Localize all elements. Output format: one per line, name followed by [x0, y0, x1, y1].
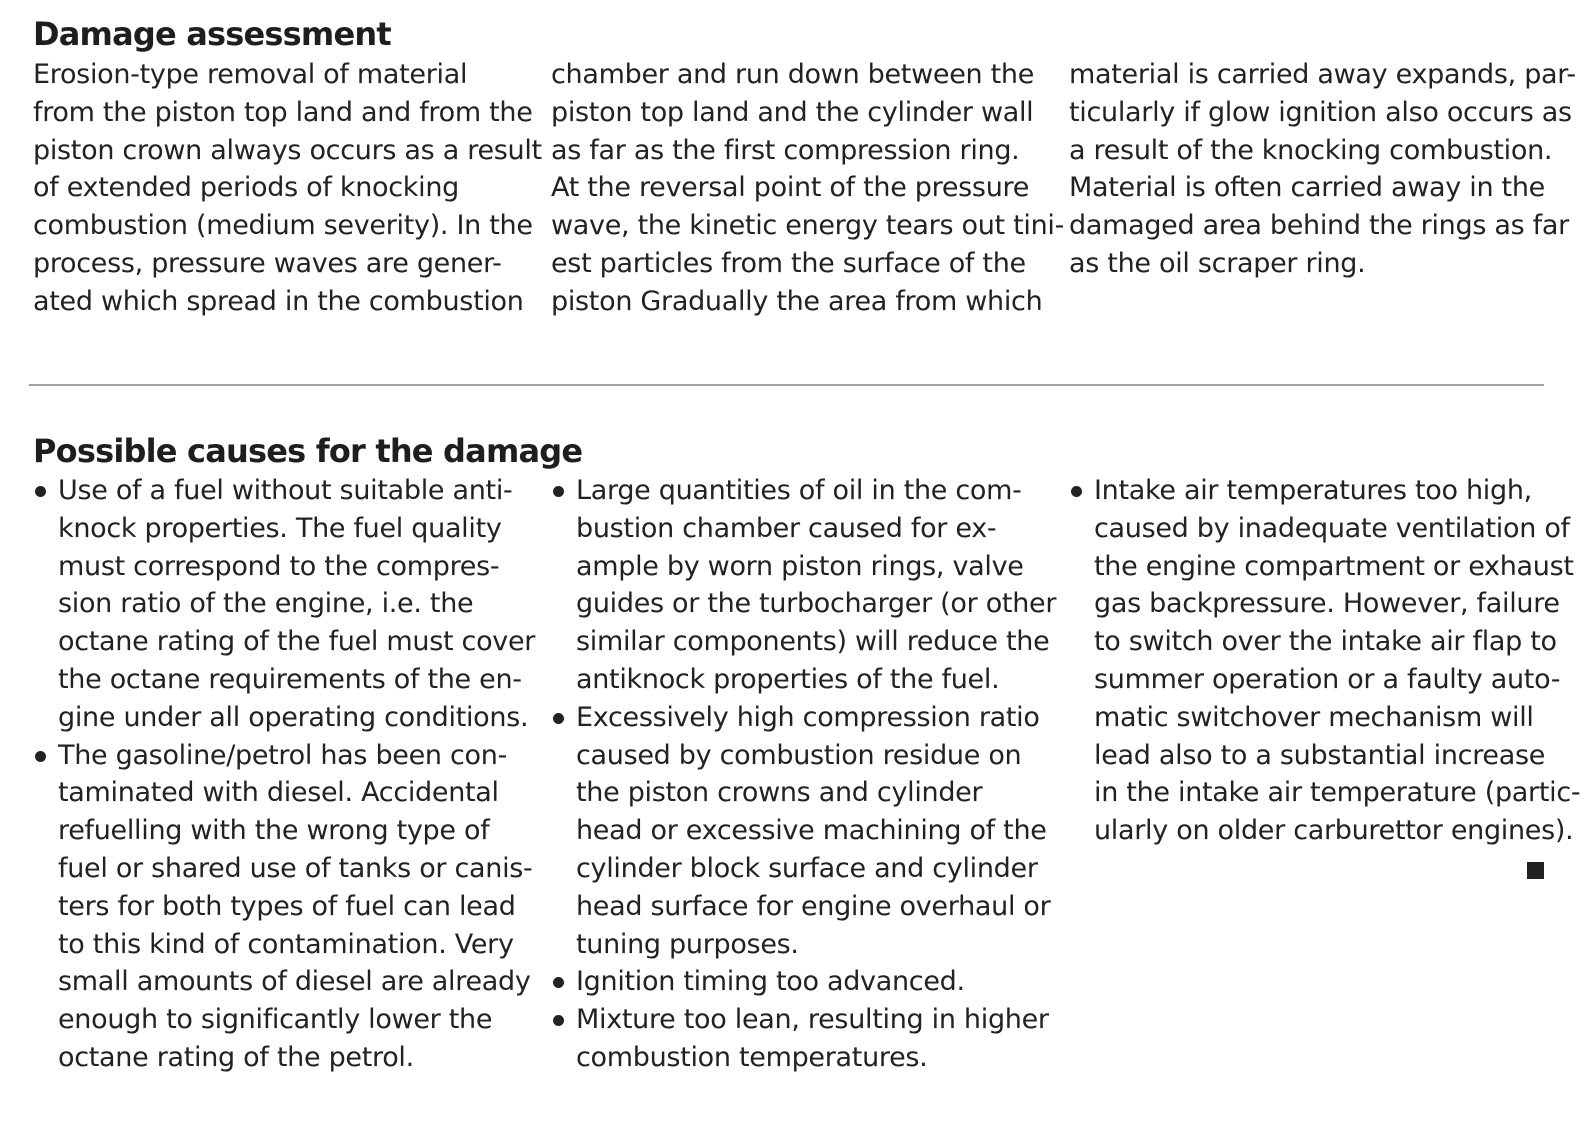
assessment-text-line: combustion (medium severity). In the — [33, 210, 533, 242]
assessment-text-line: est particles from the surface of the — [551, 248, 1026, 279]
assessment-text-line: ticularly if glow ignition also occurs as — [1069, 96, 1572, 128]
possible-causes-heading: Possible causes for the damage — [33, 432, 583, 470]
bullet-icon — [1071, 486, 1082, 497]
cause-text-line: summer operation or a faulty auto- — [1094, 664, 1561, 695]
cause-text-line: similar components) will reduce the — [576, 626, 1050, 658]
cause-text-line: knock properties. The fuel quality — [58, 512, 502, 544]
assessment-text-line: from the piston top land and from the — [33, 96, 533, 128]
end-of-section-marker — [1527, 862, 1544, 879]
cause-text-line: the piston crowns and cylinder — [576, 777, 983, 809]
cause-text-line: ularly on older carburettor engines). — [1094, 815, 1574, 847]
cause-text-line: caused by combustion residue on — [576, 739, 1022, 771]
bullet-icon — [553, 1015, 564, 1026]
assessment-text-line: process, pressure waves are gener- — [33, 248, 502, 279]
cause-text-line: cylinder block surface and cylinder — [576, 853, 1038, 884]
cause-text-line: gas backpressure. However, failure — [1094, 588, 1560, 620]
cause-text-line: in the intake air temperature (partic- — [1094, 777, 1581, 809]
assessment-text-line: of extended periods of knocking — [33, 172, 459, 204]
cause-text-line: octane rating of the petrol. — [58, 1042, 414, 1073]
cause-text-line: the engine compartment or exhaust — [1094, 550, 1574, 582]
assessment-text-line: piston top land and the cylinder wall — [551, 96, 1034, 128]
cause-text-line: taminated with diesel. Accidental — [58, 777, 499, 809]
cause-text-line: must correspond to the compres- — [58, 550, 500, 582]
cause-text-line: fuel or shared use of tanks or canis- — [58, 853, 533, 884]
bullet-icon — [553, 713, 564, 724]
assessment-text-line: a result of the knocking combustion. — [1069, 134, 1553, 166]
cause-text-line: enough to significantly lower the — [58, 1004, 493, 1036]
cause-text-line: refuelling with the wrong type of — [58, 815, 490, 847]
assessment-text-line: Material is often carried away in the — [1069, 172, 1545, 204]
cause-text-line: Ignition timing too advanced. — [576, 966, 965, 998]
section-divider — [29, 384, 1544, 386]
bullet-icon — [553, 977, 564, 988]
cause-text-line: sion ratio of the engine, i.e. the — [58, 588, 474, 620]
damage-assessment-heading: Damage assessment — [33, 15, 391, 53]
bullet-icon — [35, 751, 46, 762]
assessment-text-line: wave, the kinetic energy tears out tini- — [551, 210, 1065, 242]
assessment-text-line: At the reversal point of the pressure — [551, 172, 1030, 204]
bullet-icon — [553, 486, 564, 497]
assessment-text-line: Erosion-type removal of material — [33, 59, 468, 90]
cause-text-line: combustion temperatures. — [576, 1042, 928, 1073]
assessment-text-line: chamber and run down between the — [551, 59, 1035, 90]
cause-text-line: lead also to a substantial increase — [1094, 739, 1546, 771]
assessment-text-line: damaged area behind the rings as far — [1069, 210, 1569, 242]
cause-text-line: Large quantities of oil in the com- — [576, 475, 1022, 506]
cause-text-line: to this kind of contamination. Very — [58, 928, 514, 960]
cause-text-line: bustion chamber caused for ex- — [576, 512, 997, 544]
cause-text-line: small amounts of diesel are already — [58, 966, 531, 998]
cause-text-line: antiknock properties of the fuel. — [576, 664, 1000, 695]
cause-text-line: gine under all operating conditions. — [58, 701, 529, 733]
cause-text-line: octane rating of the fuel must cover — [58, 626, 536, 658]
assessment-text-line: as the oil scraper ring. — [1069, 248, 1366, 279]
cause-text-line: head surface for engine overhaul or — [576, 890, 1051, 922]
cause-text-line: ters for both types of fuel can lead — [58, 890, 516, 922]
cause-text-line: guides or the turbocharger (or other — [576, 588, 1057, 620]
cause-text-line: Intake air temperatures too high, — [1094, 475, 1532, 506]
cause-text-line: ample by worn piston rings, valve — [576, 550, 1024, 582]
cause-text-line: the octane requirements of the en- — [58, 664, 522, 695]
assessment-text-line: as far as the first compression ring. — [551, 134, 1020, 166]
cause-text-line: Use of a fuel without suitable anti- — [58, 475, 513, 506]
assessment-text-line: ated which spread in the combustion — [33, 285, 524, 317]
assessment-text-line: piston Gradually the area from which — [551, 285, 1043, 317]
cause-text-line: head or excessive machining of the — [576, 815, 1047, 847]
cause-text-line: The gasoline/petrol has been con- — [58, 739, 508, 771]
cause-text-line: matic switchover mechanism will — [1094, 701, 1534, 733]
assessment-text-line: material is carried away expands, par- — [1069, 59, 1576, 90]
bullet-icon — [35, 486, 46, 497]
cause-text-line: Mixture too lean, resulting in higher — [576, 1004, 1049, 1036]
cause-text-line: to switch over the intake air flap to — [1094, 626, 1557, 658]
cause-text-line: Excessively high compression ratio — [576, 701, 1040, 733]
assessment-text-line: piston crown always occurs as a result — [33, 134, 542, 166]
cause-text-line: caused by inadequate ventilation of — [1094, 512, 1570, 544]
cause-text-line: tuning purposes. — [576, 928, 799, 960]
